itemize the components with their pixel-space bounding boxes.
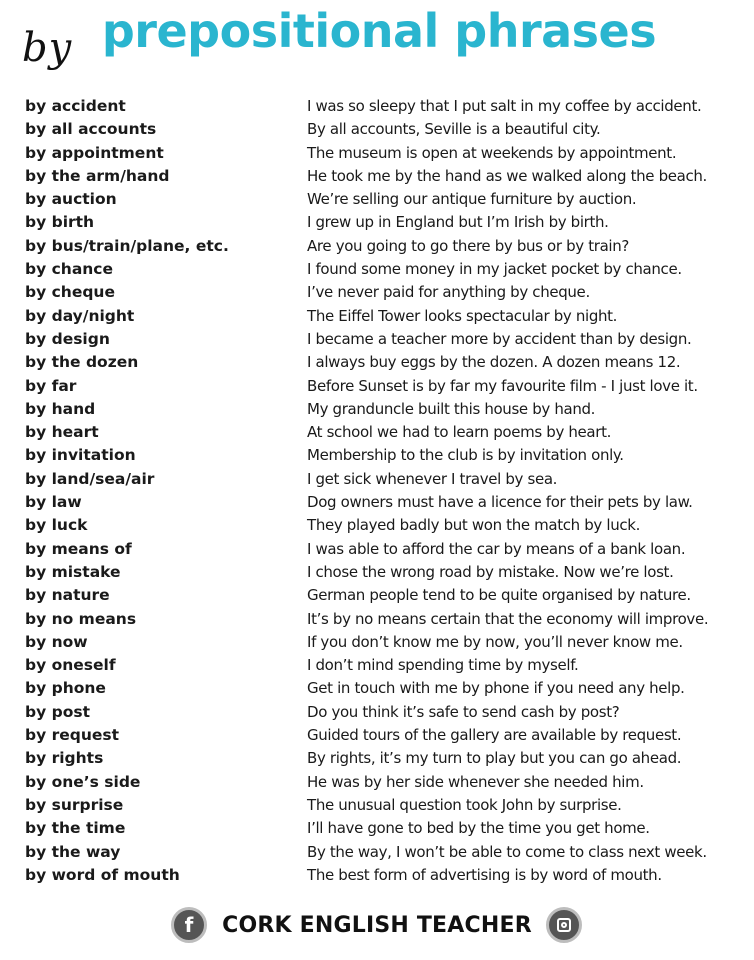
phrase-example: Do you think it’s safe to send cash by post? xyxy=(307,702,620,721)
phrase-row xyxy=(25,375,750,398)
phrase-row xyxy=(25,305,750,328)
phrase-example: We’re selling our antique furniture by auction. xyxy=(307,190,637,209)
phrase-row xyxy=(25,864,750,887)
phrase-example: The Eiffel Tower looks spectacular by night. xyxy=(307,306,618,325)
phrase-term: by heart xyxy=(25,423,99,442)
phrase-term: by post xyxy=(25,702,90,721)
instagram-glyph xyxy=(557,918,571,932)
phrase-term: by design xyxy=(25,329,110,348)
phrase-row xyxy=(25,328,750,351)
phrase-example: I chose the wrong road by mistake. Now we’re lost. xyxy=(307,562,674,581)
phrase-row xyxy=(25,351,750,374)
phrase-row xyxy=(25,258,750,281)
phrase-row xyxy=(25,211,750,234)
phrase-term: by phone xyxy=(25,679,106,698)
phrase-term: by one’s side xyxy=(25,772,141,791)
phrase-term: by surprise xyxy=(25,795,124,814)
phrase-term: by hand xyxy=(25,399,96,418)
phrase-example: I became a teacher more by accident than by design. xyxy=(307,329,692,348)
phrase-row xyxy=(25,281,750,304)
phrase-row xyxy=(25,188,750,211)
phrase-list xyxy=(25,95,750,887)
phrase-term: by the dozen xyxy=(25,353,139,372)
phrase-row xyxy=(25,817,750,840)
phrase-term: by chance xyxy=(25,260,114,279)
phrase-row xyxy=(25,538,750,561)
phrase-example: Dog owners must have a licence for their pets by law. xyxy=(307,493,693,512)
phrase-example: I grew up in England but I’m Irish by birth. xyxy=(307,213,609,232)
phrase-row xyxy=(25,95,750,118)
phrase-example: The museum is open at weekends by appointment. xyxy=(307,143,677,162)
phrase-term: by appointment xyxy=(25,143,164,162)
phrase-row xyxy=(25,841,750,864)
phrase-row xyxy=(25,794,750,817)
phrase-example: He took me by the hand as we walked along the beach. xyxy=(307,166,707,185)
phrase-row xyxy=(25,235,750,258)
phrase-example: They played badly but won the match by luck. xyxy=(307,516,640,535)
phrase-row xyxy=(25,118,750,141)
phrase-row xyxy=(25,584,750,607)
phrase-example: I found some money in my jacket pocket by chance. xyxy=(307,260,682,279)
phrase-example: My granduncle built this house by hand. xyxy=(307,399,596,418)
phrase-row xyxy=(25,142,750,165)
phrase-row xyxy=(25,421,750,444)
phrase-term: by cheque xyxy=(25,283,115,302)
phrase-row xyxy=(25,444,750,467)
phrase-term: by means of xyxy=(25,539,132,558)
phrase-example: I get sick whenever I travel by sea. xyxy=(307,469,558,488)
handwritten-by-label: by xyxy=(22,25,73,71)
phrase-row xyxy=(25,747,750,770)
phrase-term: by request xyxy=(25,726,120,745)
phrase-term: by day/night xyxy=(25,306,135,325)
phrase-example: The best form of advertising is by word of mouth. xyxy=(307,865,662,884)
phrase-term: by all accounts xyxy=(25,120,157,139)
phrase-example: Are you going to go there by bus or by train? xyxy=(307,236,630,255)
facebook-glyph: f xyxy=(184,913,194,937)
phrase-term: by auction xyxy=(25,190,117,209)
phrase-term: by law xyxy=(25,493,82,512)
phrase-term: by oneself xyxy=(25,656,116,675)
phrase-example: It’s by no means certain that the economy will improve. xyxy=(307,609,709,628)
phrase-term: by no means xyxy=(25,609,137,628)
phrase-row xyxy=(25,491,750,514)
phrase-term: by land/sea/air xyxy=(25,469,155,488)
phrase-example: I’ve never paid for anything by cheque. xyxy=(307,283,590,302)
phrase-row xyxy=(25,468,750,491)
phrase-term: by luck xyxy=(25,516,88,535)
phrase-example: By the way, I won’t be able to come to class next week. xyxy=(307,842,707,861)
phrase-row xyxy=(25,608,750,631)
phrase-term: by bus/train/plane, etc. xyxy=(25,236,229,255)
phrase-example: At school we had to learn poems by heart. xyxy=(307,423,612,442)
phrase-term: by the time xyxy=(25,819,126,838)
phrase-term: by word of mouth xyxy=(25,865,180,884)
phrase-row xyxy=(25,561,750,584)
phrase-example: By all accounts, Seville is a beautiful city. xyxy=(307,120,601,139)
phrase-row xyxy=(25,398,750,421)
phrase-term: by rights xyxy=(25,749,104,768)
phrase-example: Guided tours of the gallery are available by request. xyxy=(307,726,682,745)
phrase-term: by the way xyxy=(25,842,121,861)
phrase-example: I’ll have gone to bed by the time you get home. xyxy=(307,819,650,838)
phrase-row xyxy=(25,654,750,677)
page-title: prepositional phrases xyxy=(101,4,657,58)
phrase-term: by far xyxy=(25,376,77,395)
instagram-icon[interactable] xyxy=(546,907,582,943)
phrase-example: Membership to the club is by invitation only. xyxy=(307,446,624,465)
phrase-row xyxy=(25,631,750,654)
phrase-example: By rights, it’s my turn to play but you can go ahead. xyxy=(307,749,682,768)
phrase-term: by the arm/hand xyxy=(25,166,170,185)
phrase-example: He was by her side whenever she needed him. xyxy=(307,772,644,791)
phrase-row xyxy=(25,677,750,700)
phrase-example: I don’t mind spending time by myself. xyxy=(307,656,579,675)
phrase-row xyxy=(25,701,750,724)
phrase-example: Before Sunset is by far my favourite film - I just love it. xyxy=(307,376,698,395)
phrase-term: by mistake xyxy=(25,562,121,581)
phrase-row xyxy=(25,165,750,188)
phrase-row xyxy=(25,771,750,794)
phrase-term: by birth xyxy=(25,213,95,232)
phrase-row xyxy=(25,514,750,537)
phrase-term: by invitation xyxy=(25,446,136,465)
phrase-example: If you don’t know me by now, you’ll never know me. xyxy=(307,632,683,651)
phrase-example: I always buy eggs by the dozen. A dozen means 12. xyxy=(307,353,681,372)
phrase-example: I was so sleepy that I put salt in my coffee by accident. xyxy=(307,97,702,115)
phrase-term: by nature xyxy=(25,586,110,605)
phrase-example: I was able to afford the car by means of a bank loan. xyxy=(307,539,686,558)
footer xyxy=(0,905,754,951)
phrase-term: by accident xyxy=(25,97,126,115)
phrase-example: Get in touch with me by phone if you need any help. xyxy=(307,679,685,698)
phrase-example: German people tend to be quite organised by nature. xyxy=(307,586,691,605)
brand-name: CORK ENGLISH TEACHER xyxy=(222,913,532,938)
phrase-row xyxy=(25,724,750,747)
phrase-example: The unusual question took John by surprise. xyxy=(307,795,622,814)
phrase-term: by now xyxy=(25,632,88,651)
